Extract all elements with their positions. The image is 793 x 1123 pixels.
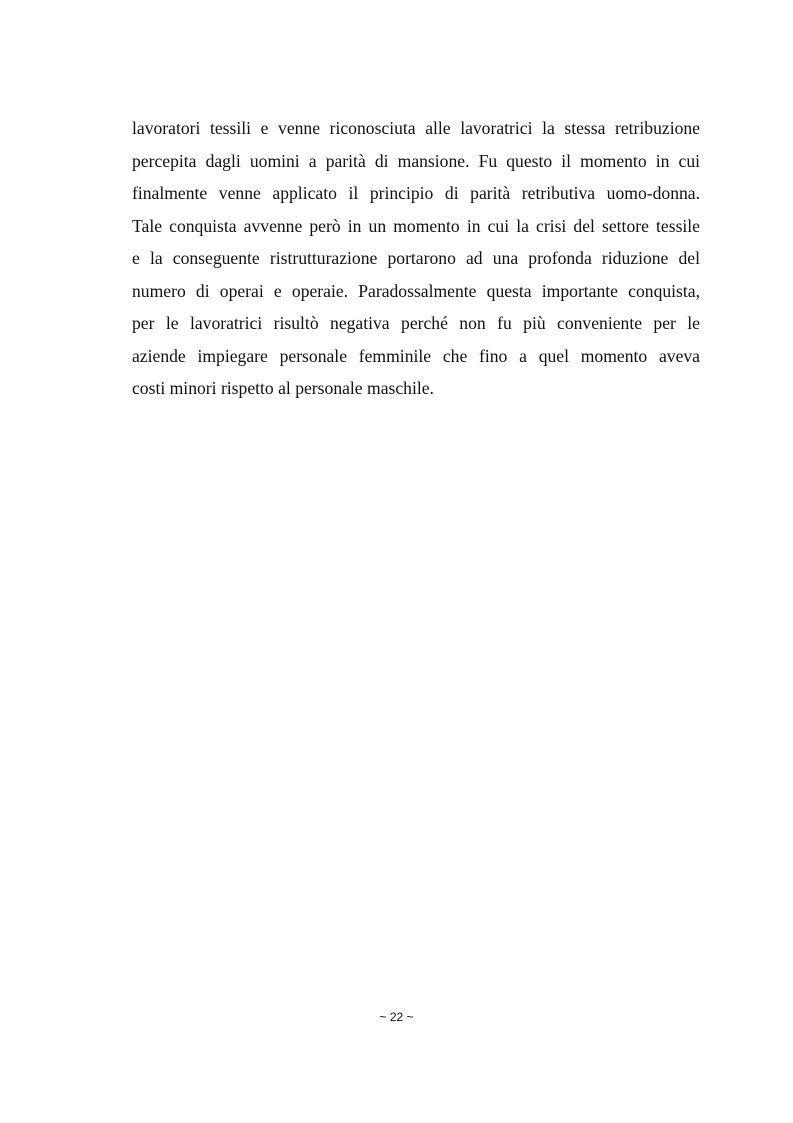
paragraph-line: per le lavoratrici risultò negativa perché non fu più conveniente per le <box>132 313 700 333</box>
paragraph-line: finalmente venne applicato il principio di parità retributiva uomo-donna. <box>132 183 700 203</box>
paragraph-line: Tale conquista avvenne però in un momento in cui la crisi del settore tessile <box>132 215 700 236</box>
body-paragraph <box>132 112 700 405</box>
paragraph-line: e la conseguente ristrutturazione portarono ad una profonda riduzione del <box>132 248 700 268</box>
paragraph-line: numero di operai e operaie. Paradossalmente questa importante conquista, <box>132 280 700 301</box>
paragraph-line: costi minori rispetto al personale maschile. <box>132 378 434 398</box>
paragraph-line: percepita dagli uomini a parità di mansione. Fu questo il momento in cui <box>132 150 700 171</box>
paragraph-line: lavoratori tessili e venne riconosciuta alle lavoratrici la stessa retribuzione <box>132 118 700 138</box>
paragraph-line: aziende impiegare personale femminile che fino a quel momento aveva <box>132 345 700 366</box>
page-number: ~ 22 ~ <box>379 1010 414 1024</box>
